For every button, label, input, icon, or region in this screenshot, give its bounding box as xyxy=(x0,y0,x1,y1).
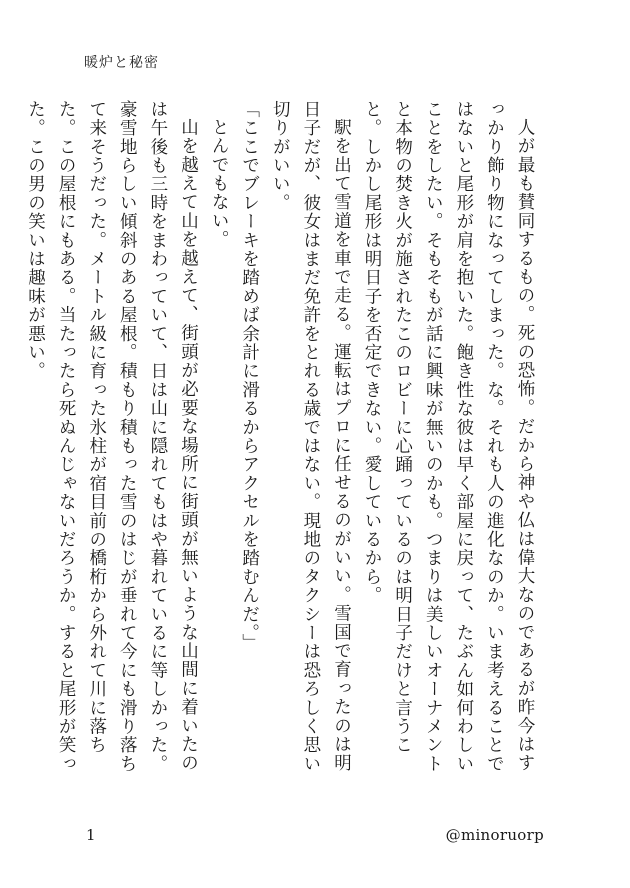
page-number: 1 xyxy=(86,826,96,844)
paragraph-mountain-inn: 山を越えて山を越えて、街頭が必要な場所に街頭が無いような山間に着いたのは午後も三時をまわっていて、日は山に隠れてもはや暮れているに等しかった。豪雪地らしい傾斜のある屋根。積もり積もった雪のはじが垂れて今にも滑り落ちて来そうだった。メートル級に育った氷柱が宿目前の橋桁から外れて川に落ちた。この屋根にもある。当たったら死ぬんじゃないだろうか。すると尾形が笑った。この男の笑いは趣味が悪い。 xyxy=(25,100,199,774)
author-handle: @minoruorp xyxy=(445,826,544,844)
vertical-body-text xyxy=(25,100,540,788)
paragraph-death-and-gods: 人が最も賛同するもの。死の恐怖。だから神や仏は偉大なのであるが昨今はすっかり飾り物になってしまった。な。それも人の進化なのか。いま考えることではないと尾形が肩を抱いた。飽き性な彼は早く部屋に戻って、たぶん如何わしいことをしたい。そもそもが話に興味が無いのかも。つまりは美しいオーナメントと本物の焚き火が施されたこのロビーに心踊っているのは明日子だけと言うこと。しかし尾形は明日子を否定できない。愛しているから。 xyxy=(362,100,535,774)
paragraph-snow-road: 駅を出て雪道を車で走る。運転はプロに任せるのがいい。雪国で育ったのは明日子だが、彼女はまだ免許をとれる歳ではない。現地のタクシーは恐ろしく思い切りがいい。 xyxy=(270,100,352,774)
paragraph-dialog-brake: 「ここでブレーキを踏めば余計に滑るからアクセルを踏むんだ。」 xyxy=(239,100,260,653)
running-title: 暖炉と秘密 xyxy=(84,55,159,71)
paragraph-tondemonai: とんでもない。 xyxy=(209,117,230,249)
